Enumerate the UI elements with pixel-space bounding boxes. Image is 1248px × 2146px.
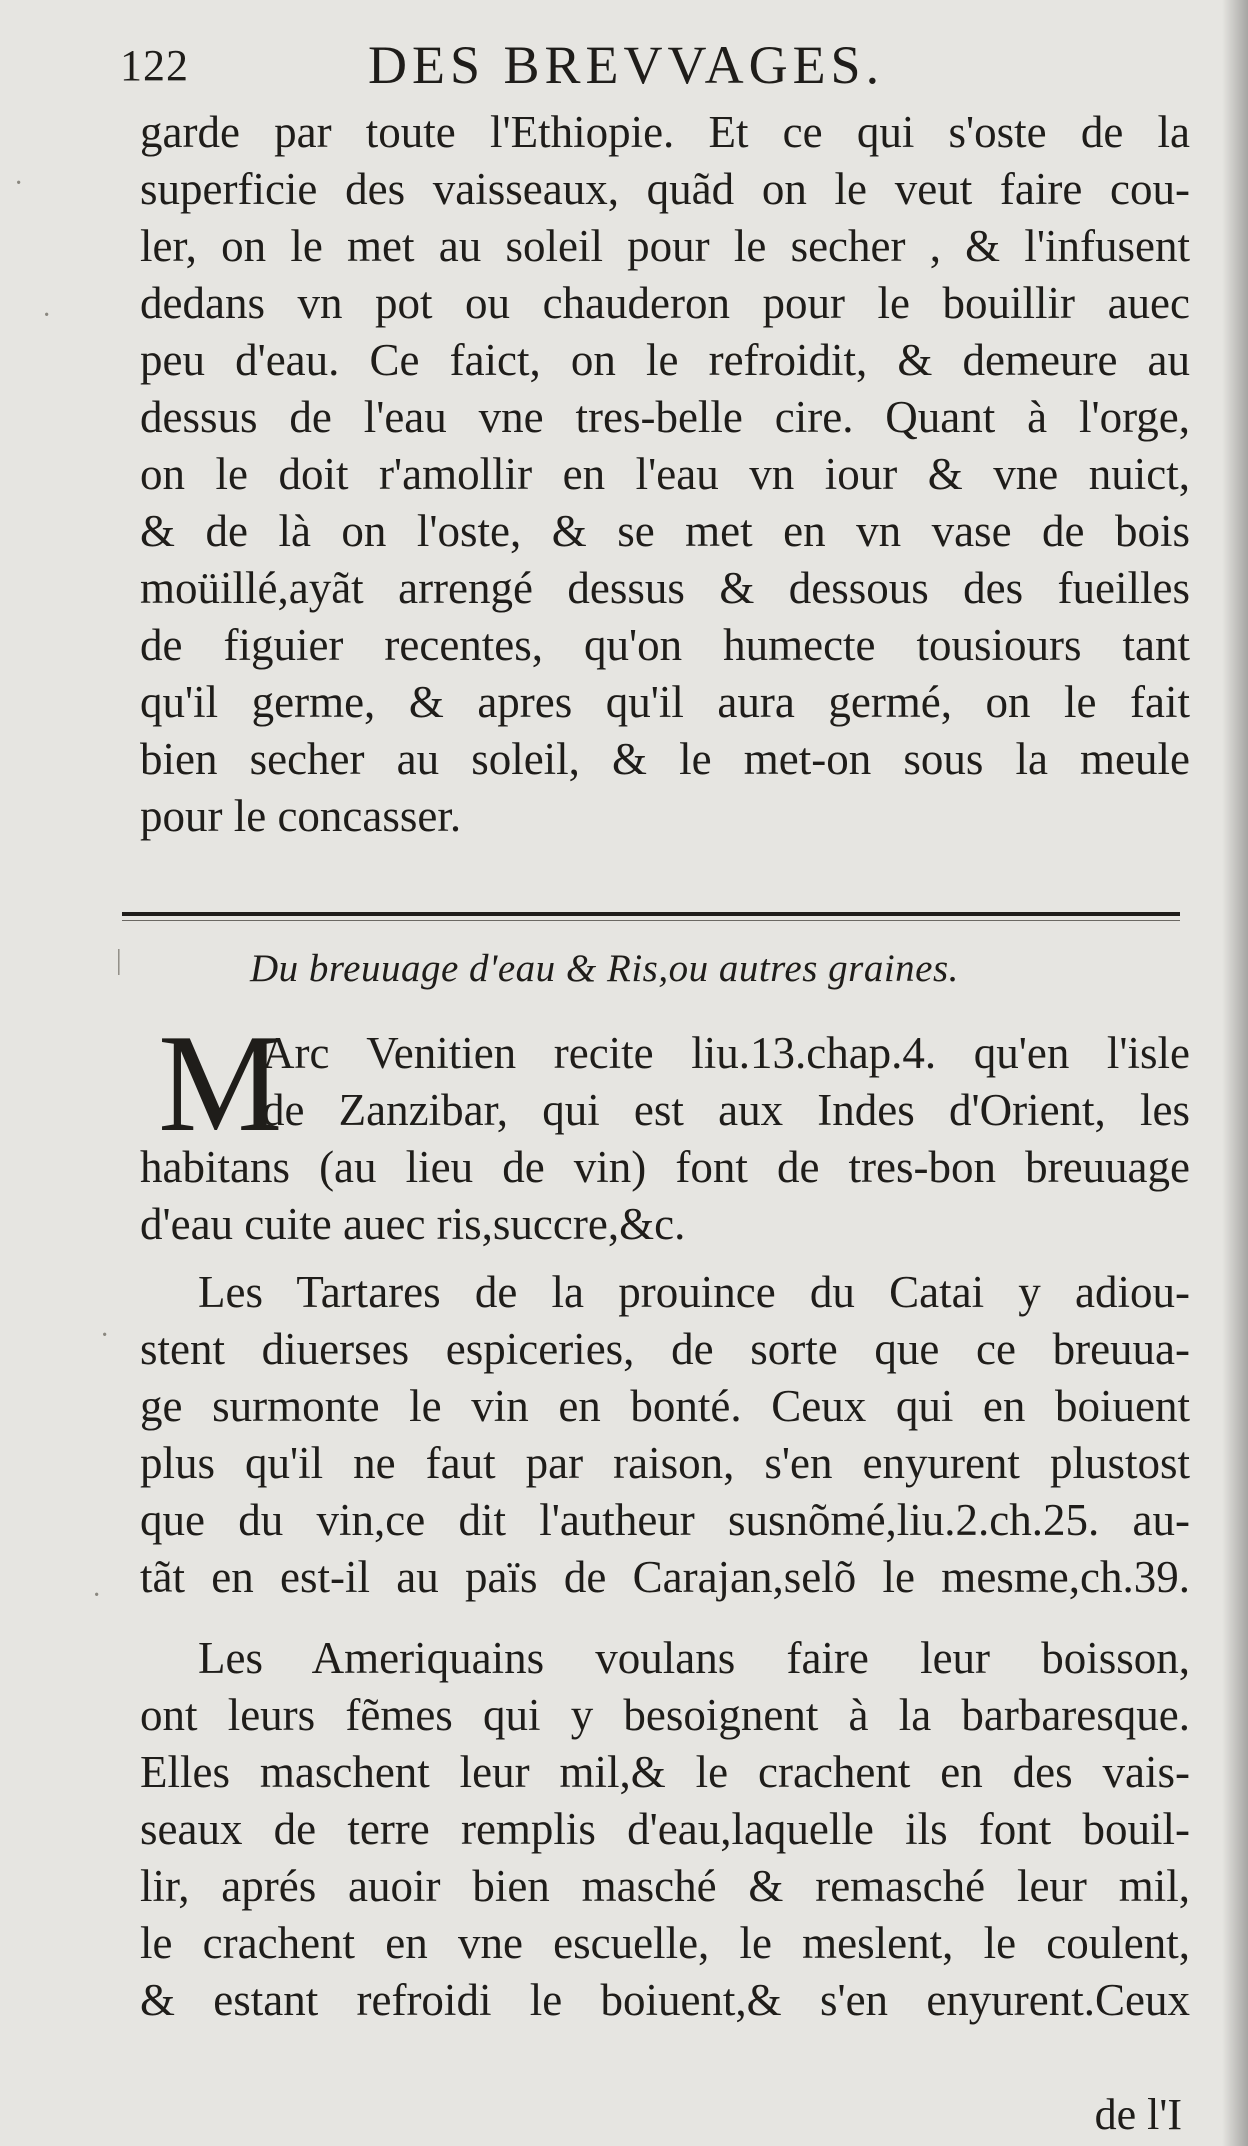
margin-speck: · — [14, 168, 24, 199]
section-divider-hairline — [122, 920, 1180, 921]
section-divider — [122, 912, 1180, 916]
text-line: & de là on l'oste, & se met en vn vase de bois — [140, 506, 1190, 556]
text-line: ler, on le met au soleil pour le secher , & l'infusent — [140, 221, 1190, 271]
text-line: Les Tartares de la prouince du Catai y adiou- — [198, 1267, 1190, 1317]
text-line: dedans vn pot ou chauderon pour le bouillir auec — [140, 278, 1190, 328]
running-head — [120, 34, 1190, 104]
paragraph-four — [140, 1630, 1190, 2029]
text-line: pour le concasser. — [140, 791, 462, 841]
margin-speck: · — [100, 1320, 110, 1351]
text-line: on le doit r'amollir en l'eau vn iour & vne nuict, — [140, 449, 1190, 499]
text-line: Arc Venitien recite liu.13.chap.4. qu'en l'isle — [262, 1028, 1190, 1078]
margin-speck: · — [92, 1580, 102, 1611]
margin-speck: | — [116, 945, 122, 976]
text-line: d'eau cuite auec ris,succre,&c. — [140, 1199, 686, 1249]
text-line: Les Ameriquains voulans faire leur boisson, — [198, 1633, 1190, 1683]
text-line: & estant refroidi le boiuent,& s'en enyurent.Ceux — [140, 1975, 1190, 2025]
text-line: ge surmonte le vin en bonté. Ceux qui en boiuent — [140, 1381, 1190, 1431]
text-line: de Zanzibar, qui est aux Indes d'Orient, les — [262, 1085, 1190, 1135]
text-line: que du vin,ce dit l'autheur susnõmé,liu.2.ch.25. au- — [140, 1495, 1190, 1545]
text-line: seaux de terre remplis d'eau,laquelle ils font bouil- — [140, 1804, 1190, 1854]
text-line: qu'il germe, & apres qu'il aura germé, on le fait — [140, 677, 1190, 727]
text-line: moüillé,ayãt arrengé dessus & dessous des fueilles — [140, 563, 1190, 613]
text-line: tãt en est-il au païs de Carajan,selõ le mesme,ch.39. — [140, 1552, 1190, 1602]
text-line: peu d'eau. Ce faict, on le refroidit, & demeure au — [140, 335, 1190, 385]
text-line: bien secher au soleil, & le met-on sous la meule — [140, 734, 1190, 784]
text-line: dessus de l'eau vne tres-belle cire. Quant à l'orge, — [140, 392, 1190, 442]
text-line: plus qu'il ne faut par raison, s'en enyurent plustost — [140, 1438, 1190, 1488]
margin-speck: · — [42, 300, 52, 331]
page-number: 122 — [120, 41, 189, 90]
text-line: garde par toute l'Ethiopie. Et ce qui s'oste de la — [140, 107, 1190, 157]
text-line: de figuier recentes, qu'on humecte tousiours tant — [140, 620, 1190, 670]
text-line: Elles maschent leur mil,& le crachent en des vais- — [140, 1747, 1190, 1797]
catchword: de l'I — [1094, 2090, 1182, 2139]
paragraph-one — [140, 104, 1190, 845]
text-line: habitans (au lieu de vin) font de tres-bon breuuage — [140, 1142, 1190, 1192]
paragraph-three — [140, 1264, 1190, 1606]
paragraph-two — [140, 1006, 1190, 1253]
text-line: le crachent en vne escuelle, le meslent, le coulent, — [140, 1918, 1190, 1968]
text-line: ont leurs fẽmes qui y besoignent à la barbaresque. — [140, 1690, 1190, 1740]
text-line: stent diuerses espiceries, de sorte que ce breuua- — [140, 1324, 1190, 1374]
text-line: superficie des vaisseaux, quãd on le veut faire cou- — [140, 164, 1190, 214]
text-line: lir, aprés auoir bien masché & remasché leur mil, — [140, 1861, 1190, 1911]
section-title: Du breuuage d'eau & Ris,ou autres graines. — [250, 947, 959, 990]
running-title: DES BREVVAGES. — [368, 35, 885, 95]
drop-cap: M — [158, 1006, 283, 1161]
